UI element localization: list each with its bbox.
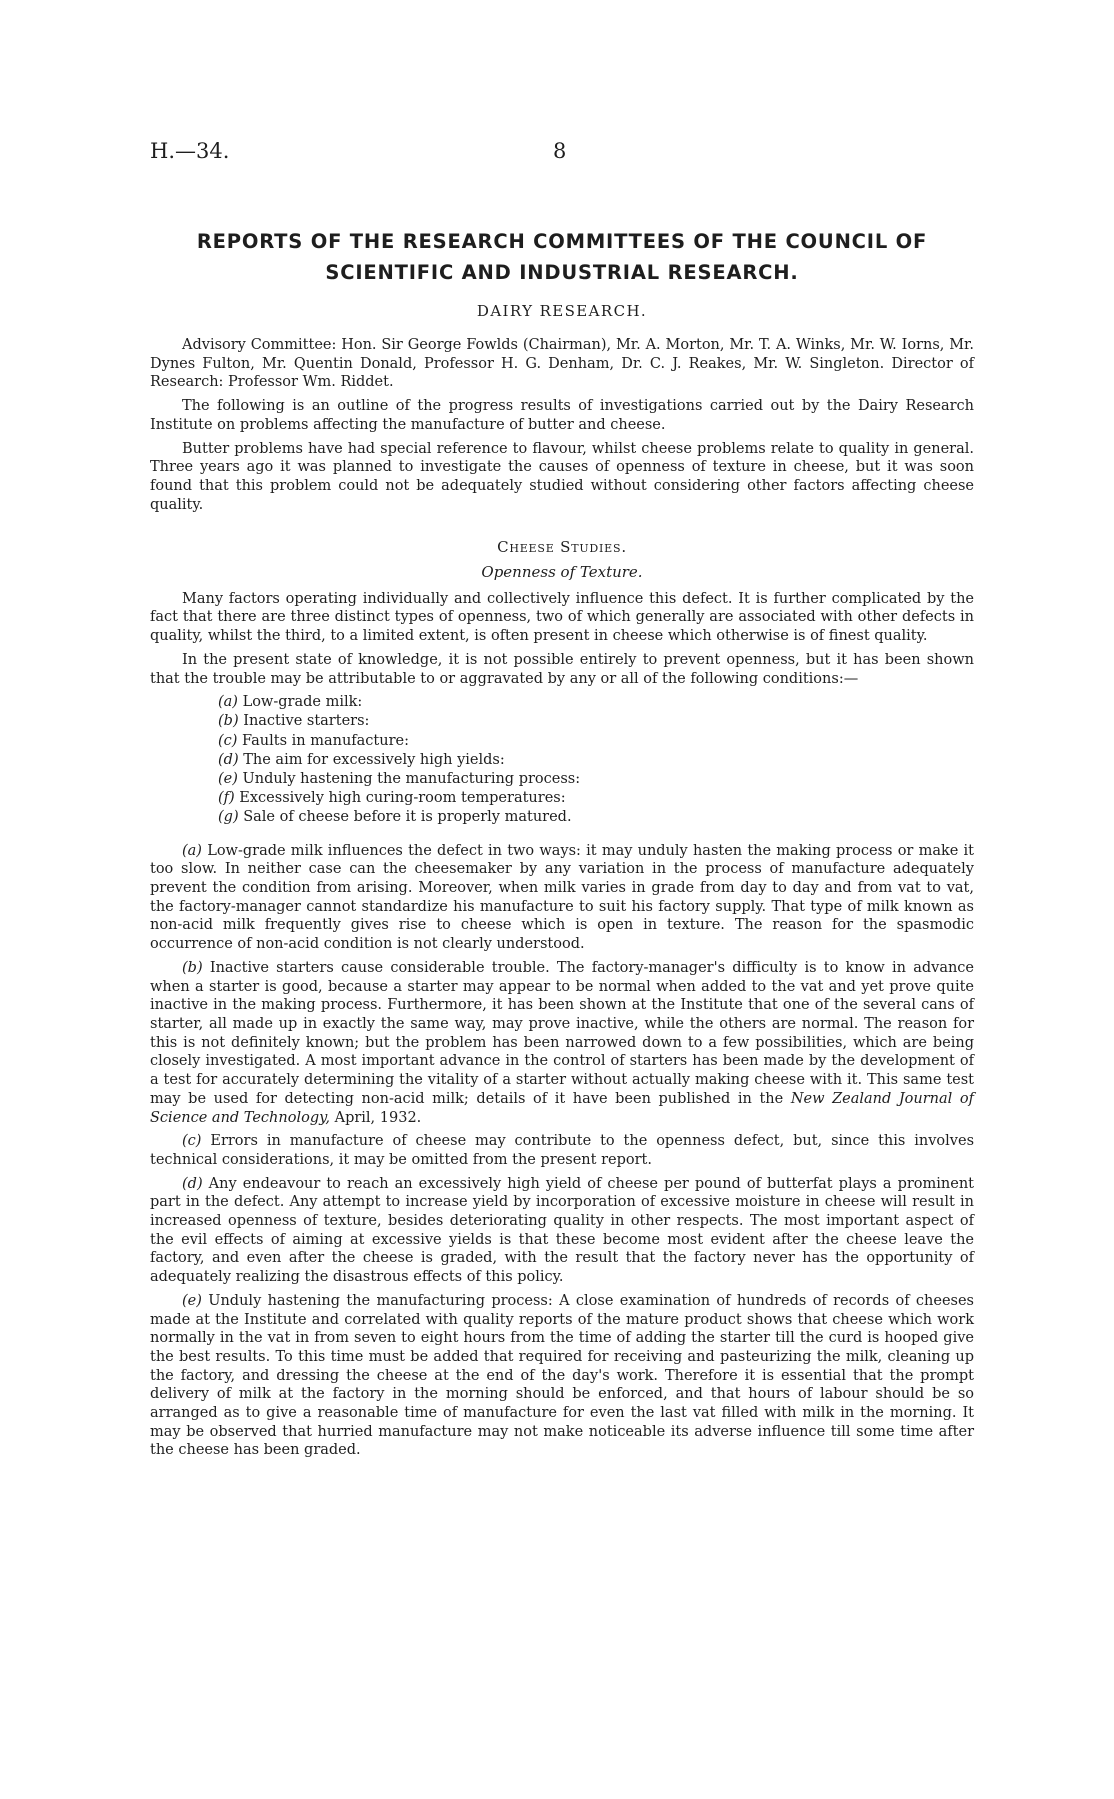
list-item: (g) Sale of cheese before it is properly matured. <box>218 809 572 826</box>
section-subheading: Openness of Texture. <box>481 563 643 582</box>
section-heading: Cheese Studies. <box>497 538 627 557</box>
paragraph-a: (a) Low-grade milk influences the defect in two ways: it may unduly hasten the making process or make it too slow. In neither case can the cheesemaker by any variation in the process of manufacture adequately prevent the condition from arising. Moreover, when milk varies in grade from day to day and from vat to vat, the factory-manager cannot standardize his manufacture to suit his factory supply. That type of milk known as non-acid milk frequently gives rise to cheese which is open in texture. The reason for the spasmodic occurrence of non-acid condition is not clearly understood. <box>150 842 975 953</box>
report-body <box>150 336 974 1465</box>
openness-paragraph-1: Many factors operating individually and collectively influence this defect. It is further complicated by the fact that there are three distinct types of openness, two of which generally are associated with other defects in quality, whilst the third, to a limited extent, is often present in cheese which otherwise is of finest quality. <box>150 590 974 645</box>
document-reference: H.—34. <box>150 139 230 163</box>
list-item: (d) The aim for excessively high yields: <box>218 751 505 768</box>
paragraph-d: (d) Any endeavour to reach an excessively high yield of cheese per pound of butterfat plays a prominent part in the defect. Any attempt to increase yield by incorporation of excessive moisture in cheese will result in increased openness of texture, besides deteriorating quality in other respects. The most important aspect of the evil effects of aiming at excessive yields is that these become most evident after the cheese leave the factory, and even after the cheese is graded, with the result that the factory never has the opportunity of adequately realizing the disastrous effects of this policy. <box>150 1175 974 1286</box>
list-item: (e) Unduly hastening the manufacturing process: <box>218 771 581 788</box>
page-number: 8 <box>553 139 567 163</box>
paragraph-c: (c) Errors in manufacture of cheese may contribute to the openness defect, but, since this involves technical considerations, it may be omitted from the present report. <box>150 1133 975 1168</box>
paragraph-e: (e) Unduly hastening the manufacturing process: A close examination of hundreds of records of cheeses made at the Institute and correlated with quality reports of the mature product shows that cheese which work normally in the vat in from seven to eight hours from the time of adding the starter till the curd is hooped give the best results. To this time must be added that required for receiving and pasteurizing the milk, cleaning up the factory, and dressing the cheese at the end of the day's work. Therefore it is essential that the prompt delivery of milk at the factory in the morning should be enforced, and that hours of labour should be so arranged as to give a reasonable time of manufacture for even the last vat filled with milk in the morning. It may be observed that hurried manufacture may not make noticeable its adverse influence till some time after the cheese has been graded. <box>150 1292 974 1459</box>
report-title: REPORTS OF THE RESEARCH COMMITTEES OF THE COUNCIL OF SCIENTIFIC AND INDUSTRIAL RESEARCH. <box>196 230 928 284</box>
openness-paragraph-2: In the present state of knowledge, it is not possible entirely to prevent openness, but it has been shown that the trouble may be attributable to or aggravated by any or all of the following conditions:— <box>150 651 974 687</box>
list-item: (f) Excessively high curing-room temperatures: <box>218 790 566 807</box>
list-item: (a) Low-grade milk: <box>218 694 363 711</box>
report-subtitle: DAIRY RESEARCH. <box>476 302 648 320</box>
outline-paragraph: The following is an outline of the progress results of investigations carried out by the Dairy Research Institute on problems affecting the manufacture of butter and cheese. <box>150 398 974 433</box>
butter-problems-paragraph: Butter problems have had special reference to flavour, whilst cheese problems relate to quality in general. Three years ago it was planned to investigate the causes of openness of texture in cheese, but it was soon found that this problem could not be adequately studied without considering other factors affecting cheese quality. <box>150 440 974 513</box>
conditions-list <box>150 693 974 827</box>
advisory-committee-paragraph: Advisory Committee: Hon. Sir George Fowlds (Chairman), Mr. A. Morton, Mr. T. A. Winks, Mr. W. Iorns, Mr. Dynes Fulton, Mr. Quentin Donald, Professor H. G. Denham, Dr. C. J. Reakes, Mr. W. Singleton. Director of Research: Professor Wm. Riddet. <box>150 337 974 391</box>
running-head <box>150 139 974 169</box>
paragraph-b: (b) Inactive starters cause considerable trouble. The factory-manager's difficulty is to know in advance when a starter is good, because a starter may appear to be normal when added to the vat and yet prove quite inactive in the making process. Furthermore, it has been shown at the Institute that one of the several cans of starter, all made up in exactly the same way, may prove inactive, while the others are normal. The reason for this is not definitely known; but the problem has been narrowed down to a few possibilities, which are being closely investigated. A most important advance in the control of starters has been made by the development of a test for accurately determining the vitality of a starter without actually making cheese with it. This same test may be used for detecting non-acid milk; details of it have been published in the New Zealand Journal of Science and Technology, April, 1932. <box>150 959 975 1126</box>
journal-title: New Zealand Journal of Science and Technology, <box>150 1090 974 1126</box>
list-item: (c) Faults in manufacture: <box>218 732 409 749</box>
list-item: (b) Inactive starters: <box>218 713 370 730</box>
